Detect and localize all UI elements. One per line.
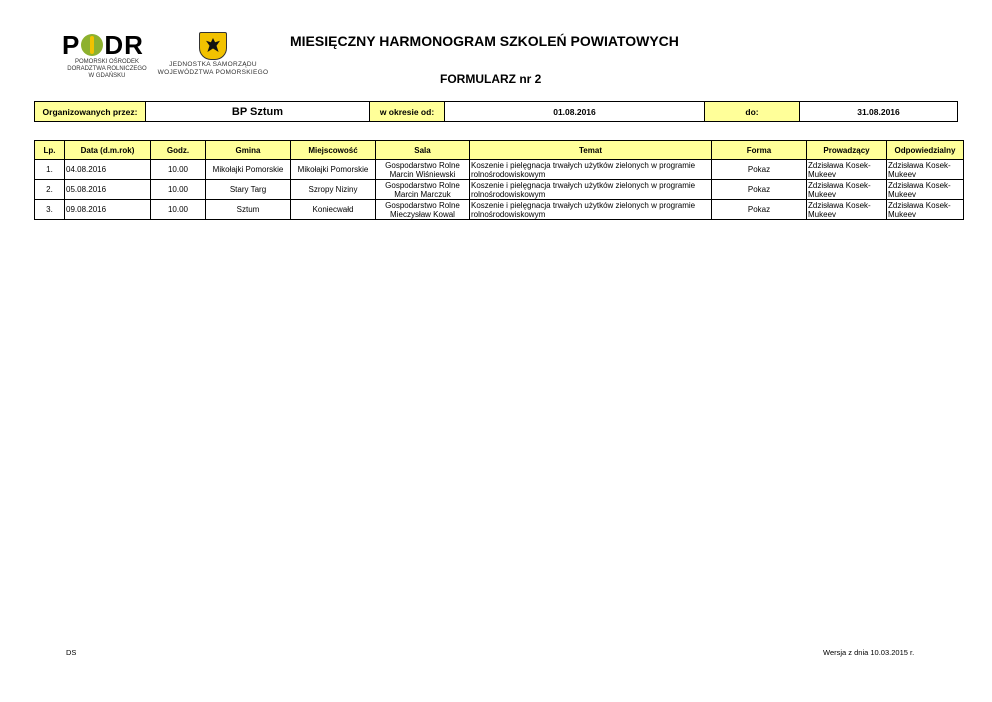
- leaf-icon: [81, 34, 103, 56]
- table-row: [35, 180, 964, 200]
- cell-lp: 3.: [35, 200, 65, 220]
- cell-sala: Gospodarstwo Rolne Marcin Marczuk: [376, 180, 470, 200]
- cell-odpowiedzialny: Zdzisława Kosek- Mukeev: [887, 180, 964, 200]
- cell-odpowiedzialny: Zdzisława Kosek- Mukeev: [887, 160, 964, 180]
- cell-forma: Pokaz: [712, 200, 807, 220]
- cell-prowadzacy: Zdzisława Kosek- Mukeev: [807, 200, 887, 220]
- form-number: FORMULARZ nr 2: [440, 72, 542, 86]
- cell-temat: Koszenie i pielęgnacja trwałych użytków zielonych w programie rolnośrodowiskowym: [470, 200, 712, 220]
- header-prowadzacy: Prowadzący: [807, 141, 887, 160]
- podr-logo: [62, 30, 152, 82]
- table-row: [35, 200, 964, 220]
- header-sala: Sala: [376, 141, 470, 160]
- cell-odpowiedzialny: Zdzisława Kosek- Mukeev: [887, 200, 964, 220]
- cell-sala: Gospodarstwo Rolne Mieczysław Kowal: [376, 200, 470, 220]
- header-forma: Forma: [712, 141, 807, 160]
- header-miejscowosc: Miejscowość: [291, 141, 376, 160]
- podr-wordmark: P DR: [62, 30, 144, 60]
- cell-forma: Pokaz: [712, 180, 807, 200]
- jednostka-logo: [152, 30, 274, 82]
- cell-miejscowosc: Szropy Niziny: [291, 180, 376, 200]
- header-data: Data (d.m.rok): [65, 141, 151, 160]
- header-lp: Lp.: [35, 141, 65, 160]
- footer-initials: DS: [66, 648, 77, 657]
- cell-godz: 10.00: [151, 160, 206, 180]
- page-title: MIESIĘCZNY HARMONOGRAM SZKOLEŃ POWIATOWYCH: [290, 33, 679, 49]
- cell-data: 09.08.2016: [65, 200, 151, 220]
- period-to-value: 31.08.2016: [800, 102, 958, 122]
- header-temat: Temat: [470, 141, 712, 160]
- cell-miejscowosc: Mikołajki Pomorskie: [291, 160, 376, 180]
- organized-by-label: Organizowanych przez:: [35, 102, 146, 122]
- meta-row: [35, 102, 958, 122]
- cell-data: 04.08.2016: [65, 160, 151, 180]
- period-from-value: 01.08.2016: [445, 102, 705, 122]
- cell-data: 05.08.2016: [65, 180, 151, 200]
- schedule-table: [34, 140, 964, 220]
- cell-godz: 10.00: [151, 200, 206, 220]
- header-godz: Godz.: [151, 141, 206, 160]
- cell-forma: Pokaz: [712, 160, 807, 180]
- cell-temat: Koszenie i pielęgnacja trwałych użytków zielonych w programie rolnośrodowiskowym: [470, 160, 712, 180]
- cell-prowadzacy: Zdzisława Kosek- Mukeev: [807, 160, 887, 180]
- cell-gmina: Mikołajki Pomorskie: [206, 160, 291, 180]
- footer-version: Wersja z dnia 10.03.2015 r.: [823, 648, 915, 657]
- meta-table: [34, 101, 958, 122]
- header-odpowiedzialny: Odpowiedzialny: [887, 141, 964, 160]
- cell-sala: Gospodarstwo Rolne Marcin Wiśniewski: [376, 160, 470, 180]
- jednostka-subtitle: JEDNOSTKA SAMORZĄDU WOJEWÓDZTWA POMORSKIEGO: [157, 61, 269, 76]
- cell-gmina: Stary Targ: [206, 180, 291, 200]
- cell-godz: 10.00: [151, 180, 206, 200]
- griffin-shield-icon: [199, 32, 227, 60]
- header-gmina: Gmina: [206, 141, 291, 160]
- cell-lp: 2.: [35, 180, 65, 200]
- podr-subtitle: POMORSKI OŚRODEK DORADZTWA ROLNICZEGO W GDAŃSKU: [67, 59, 147, 79]
- cell-temat: Koszenie i pielęgnacja trwałych użytków zielonych w programie rolnośrodowiskowym: [470, 180, 712, 200]
- organized-by-value: BP Sztum: [146, 102, 370, 122]
- cell-prowadzacy: Zdzisława Kosek- Mukeev: [807, 180, 887, 200]
- table-header-row: [35, 141, 964, 160]
- cell-miejscowosc: Koniecwałd: [291, 200, 376, 220]
- cell-lp: 1.: [35, 160, 65, 180]
- table-row: [35, 160, 964, 180]
- period-to-label: do:: [705, 102, 800, 122]
- period-from-label: w okresie od:: [370, 102, 445, 122]
- cell-gmina: Sztum: [206, 200, 291, 220]
